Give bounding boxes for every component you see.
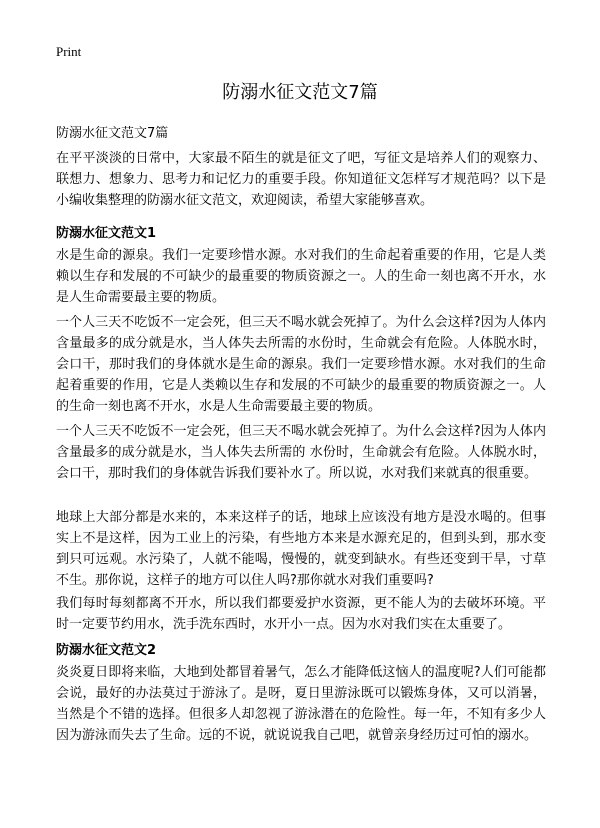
document-title: 防溺水征文范文7篇 (222, 82, 378, 103)
section-heading-1: 防溺水征文范文1 (56, 226, 157, 241)
paragraph: 一个人三天不吃饭不一定会死，但三天不喝水就会死掉了。为什么会这样?因为人体内含量最多的成分就是水，当人体失去所需的 水份时，生命就会有危险。人体脱水时，会口干，那时我们的身体就告诉我们要补水了。所以说，水对我们来就真的很重要。 (56, 424, 546, 481)
print-label[interactable]: Print (56, 44, 82, 59)
paragraph: 一个人三天不吃饭不一定会死，但三天不喝水就会死掉了。为什么会这样?因为人体内含量最多的成分就是水，当人体失去所需的水份时，生命就会有危险。人体脱水时，会口干，那时我们的身体就水是生命的源泉。我们一定要珍惜水源。水对我们的生命起着重要的作用，它是人类赖以生存和发展的不可缺少的最重要的物质资源之一。人的生命一刻也离不开水，水是人生命需要最主要的物质。 (56, 315, 546, 414)
intro-paragraph: 在平平淡淡的日常中，大家最不陌生的就是征文了吧，写征文是培养人们的观察力、联想力、想象力、思考力和记忆力的重要手段。你知道征文怎样写才规范吗？以下是小编收集整理的防溺水征文范文，欢迎阅读，希望大家能够喜欢。 (56, 151, 546, 208)
paragraph: 水是生命的源泉。我们一定要珍惜水源。水对我们的生命起着重要的作用，它是人类赖以生存和发展的不可缺少的最重要的物质资源之一。人的生命一刻也离不开水，水是人生命需要最主要的物质。 (56, 248, 546, 305)
paragraph: 我们每时每刻都离不开水，所以我们都要爱护水资源，更不能人为的去破坏环境。平时一定要节约用水，洗手洗东西时，水开小一点。因为水对我们实在太重要了。 (56, 596, 546, 632)
document-subtitle: 防溺水征文范文7篇 (56, 126, 169, 141)
section-heading-2: 防溺水征文范文2 (56, 643, 157, 658)
paragraph: 炎炎夏日即将来临，大地到处都冒着暑气，怎么才能降低这恼人的温度呢?人们可能都会说，最好的办法莫过于游泳了。是呀，夏日里游泳既可以锻炼身体，又可以消暑，当然是个不错的选择。但很多人却忽视了游泳潜在的危险性。每一年，不知有多少人因为游泳而失去了生命。远的不说，就说说我自己吧，就曾亲身经历过可怕的溺水。 (56, 665, 546, 743)
paragraph: 地球上大部分都是水来的，本来这样子的话，地球上应该没有地方是没水喝的。但事实上不是这样，因为工业上的污染，有些地方本来是水源充足的，但到头到，那水变到只可远观。水污染了，人就不能喝，慢慢的，就变到缺水。有些还变到干旱，寸草不生。那你说，这样子的地方可以住人吗?那你就水对我们重要吗? (56, 510, 546, 588)
